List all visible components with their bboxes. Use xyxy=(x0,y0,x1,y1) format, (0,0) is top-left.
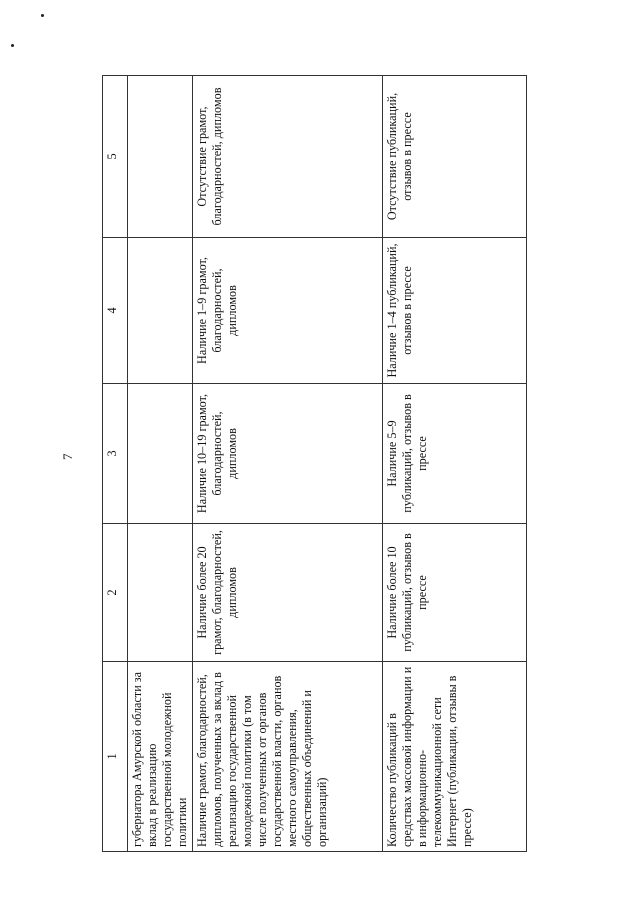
header-cell-2: 2 xyxy=(103,524,128,662)
criterion-cell: Наличие грамот, благодарностей, дипломов, полученных за вклад в реализацию государственной молодежной политики (в том числе полученных от органов государственной власти, органов местного самоуправления, общественных объединений и организаций) xyxy=(193,662,383,852)
page-number: 7 xyxy=(60,453,75,460)
header-cell-1: 1 xyxy=(103,662,128,852)
table-row xyxy=(383,76,527,852)
score-cell: Отсутствие грамот, благодарностей, дипломов xyxy=(193,76,383,238)
score-cell xyxy=(128,524,193,662)
score-cell: Наличие более 20 грамот, благодарностей, дипломов xyxy=(193,524,383,662)
score-cell: Наличие 10–19 грамот, благодарностей, дипломов xyxy=(193,384,383,524)
header-row xyxy=(103,76,128,852)
criterion-cell: Количество публикаций в средствах массовой информации и в информационно-телекоммуникационной сети Интернет (публикации, отзывы в прессе) xyxy=(383,662,527,852)
header-cell-4: 4 xyxy=(103,238,128,384)
table-row xyxy=(128,76,193,852)
criterion-cell: губернатора Амурской области за вклад в реализацию государственной молодежной политики xyxy=(128,662,193,852)
scan-speck xyxy=(41,14,44,17)
score-cell: Отсутствие публикаций, отзывов в прессе xyxy=(383,76,527,238)
header-cell-5: 5 xyxy=(103,76,128,238)
scan-speck xyxy=(11,44,14,47)
score-cell xyxy=(128,384,193,524)
score-cell: Наличие 1–9 грамот, благодарностей, дипломов xyxy=(193,238,383,384)
score-cell xyxy=(128,76,193,238)
header-cell-3: 3 xyxy=(103,384,128,524)
score-cell: Наличие 1–4 публикаций, отзывов в прессе xyxy=(383,238,527,384)
criteria-table-container xyxy=(102,76,510,852)
score-cell: Наличие 5–9 публикаций, отзывов в прессе xyxy=(383,384,527,524)
score-cell: Наличие более 10 публикаций, отзывов в прессе xyxy=(383,524,527,662)
criteria-table xyxy=(102,75,527,852)
score-cell xyxy=(128,238,193,384)
table-row xyxy=(193,76,383,852)
